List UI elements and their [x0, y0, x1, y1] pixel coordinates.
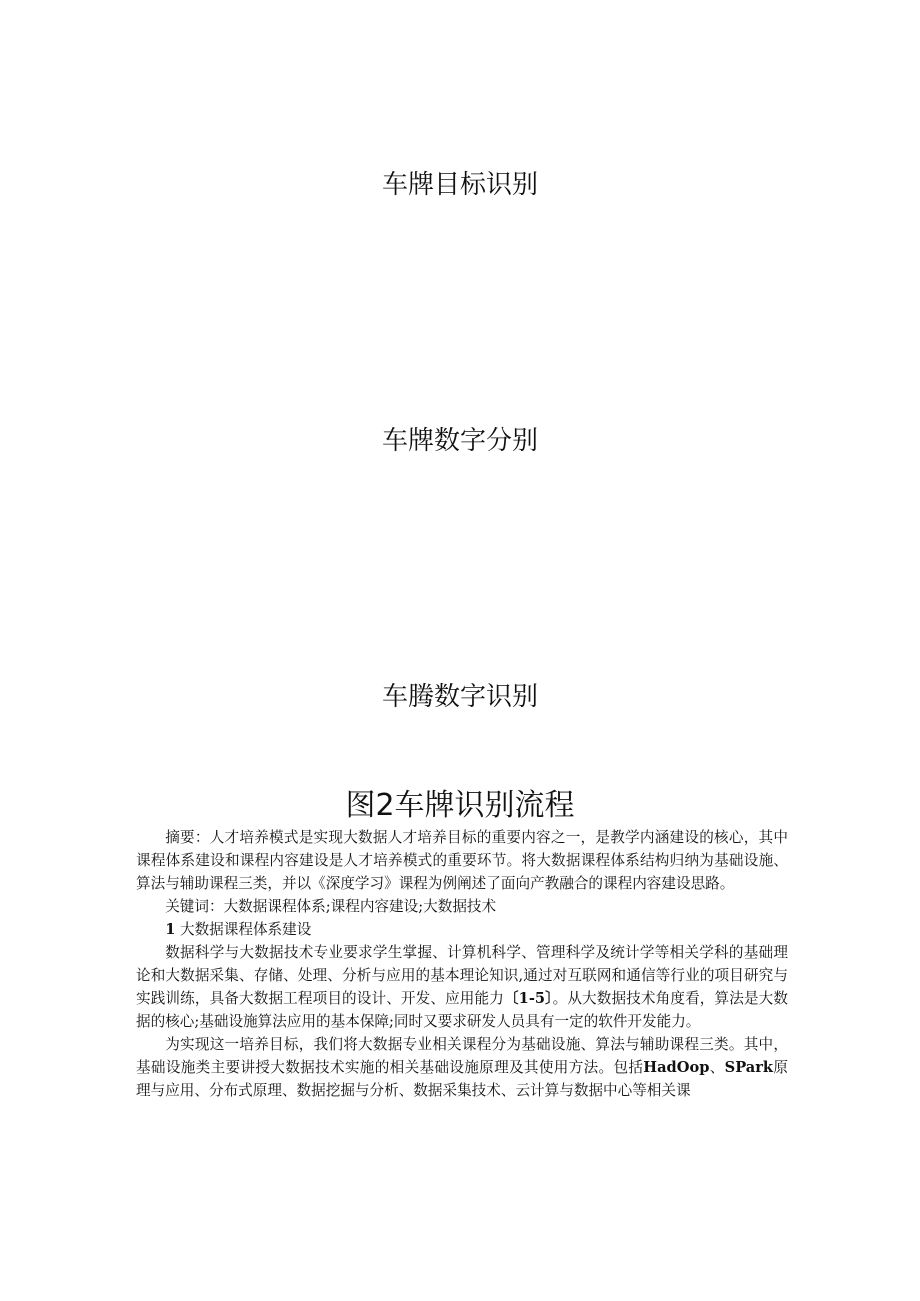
section-paragraph-1	[136, 941, 788, 1033]
paragraph-1-text: 数据科学与大数据技术专业要求学生掌握、计算机科学、管理科学及统计学等相关学科的基础理论和大数据采集、存储、处理、分析与应用的基本理论知识,通过对互联网和通信等行业的项目研究与实践训练，具备大数据工程项目的设计、开发、应用能力	[136, 944, 788, 1007]
flow-step-digit-segmentation: 车牌数字分别	[381, 426, 538, 456]
term-separator: 、	[709, 1059, 725, 1076]
abstract-label: 摘要：	[165, 829, 210, 846]
section-number: 1	[165, 921, 176, 938]
section-title: 大数据课程体系建设	[179, 921, 312, 938]
citation: 〔1-5〕	[503, 990, 553, 1007]
paragraph-2-text: 为实现这一培养目标，我们将大数据专业相关课程分为基础设施、算法与辅助课程三类。其中，基础设施类主要讲授大数据技术实施的相关基础设施原理及其使用方法。包括	[136, 1036, 788, 1076]
abstract-text: 人才培养模式是实现大数据人才培养目标的重要内容之一，是教学内涵建设的核心，其中课程体系建设和课程内容建设是人才培养模式的重要环节。将大数据课程体系结构归纳为基础设施、算法与辅助课程三类，并以《深度学习》课程为例阐述了面向产教融合的课程内容建设思路。	[136, 829, 788, 892]
paragraph-1-tail: 。从大数据技术角度看，算法是大数据的核心;基础设施算法应用的基本保障;同时又要求研发人员具有一定的软件开发能力。	[136, 990, 788, 1030]
keywords-paragraph	[136, 895, 788, 918]
document-body	[136, 826, 788, 1102]
abstract-paragraph	[136, 826, 788, 895]
section-paragraph-2	[136, 1033, 788, 1102]
term-spark: SPark	[724, 1059, 774, 1076]
keywords-text: 大数据课程体系;课程内容建设;大数据技术	[223, 898, 497, 915]
term-hadoop: HadOop	[643, 1059, 710, 1076]
paragraph-2-tail: 原理与应用、分布式原理、数据挖掘与分析、数据采集技术、云计算与数据中心等相关课	[136, 1059, 788, 1099]
section-heading	[136, 918, 788, 941]
flow-step-digit-recognition: 车腾数字识别	[381, 682, 538, 712]
figure-caption: 图2车牌识别流程	[345, 788, 575, 823]
flow-step-plate-detection: 车牌目标识别	[381, 170, 538, 200]
keywords-label: 关键词：	[165, 898, 224, 915]
